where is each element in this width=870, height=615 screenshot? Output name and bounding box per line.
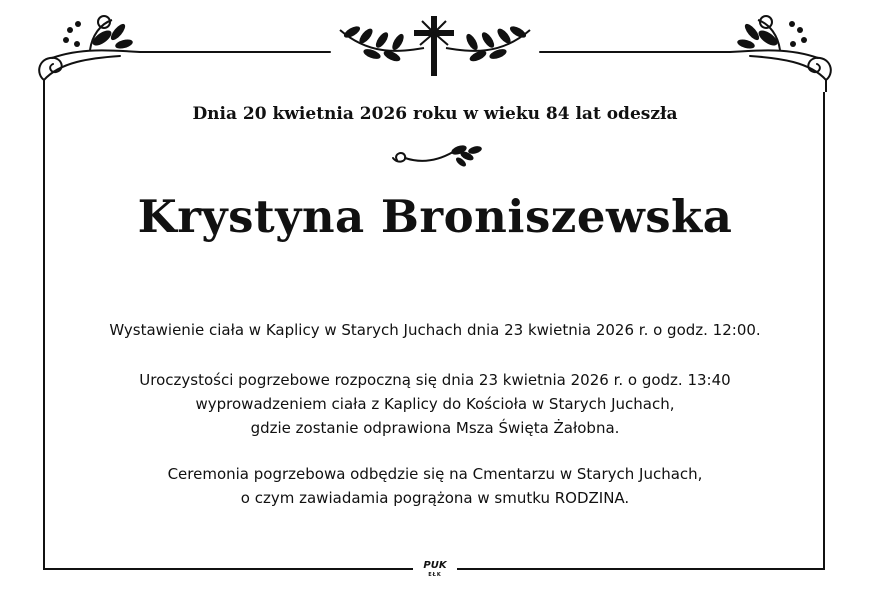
ceremony-line-1: Uroczystości pogrzebowe rozpoczną się dnia 23 kwietnia 2026 r. o godz. 13:40 [139, 371, 731, 389]
funeral-company-logo [413, 560, 457, 584]
viewing-paragraph [0, 318, 870, 342]
top-ornament [0, 0, 870, 92]
cross-icon [414, 16, 454, 76]
viewing-line: Wystawienie ciała w Kaplicy w Starych Juchach dnia 23 kwietnia 2026 r. o godz. 12:00. [109, 321, 761, 339]
death-announcement-intro: Dnia 20 kwietnia 2026 roku w wieku 84 lat odeszła [192, 104, 678, 124]
burial-line-1: Ceremonia pogrzebowa odbędzie się na Cmentarzu w Starych Juchach, [167, 465, 703, 483]
ceremony-line-2: wyprowadzeniem ciała z Kaplicy do Kościoła w Starych Juchach, [195, 395, 675, 413]
burial-line-2: o czym zawiadamia pogrążona w smutku RODZINA. [240, 489, 630, 507]
ceremony-paragraph [0, 368, 870, 440]
leaf-swirl-icon [383, 140, 487, 176]
deceased-name: Krystyna Broniszewska [137, 190, 733, 243]
logo-line-2: EŁK [428, 572, 442, 578]
burial-paragraph [0, 462, 870, 510]
ceremony-line-3: gdzie zostanie odprawiona Msza Święta Żałobna. [250, 419, 620, 437]
logo-line-1: PUK [423, 560, 447, 571]
